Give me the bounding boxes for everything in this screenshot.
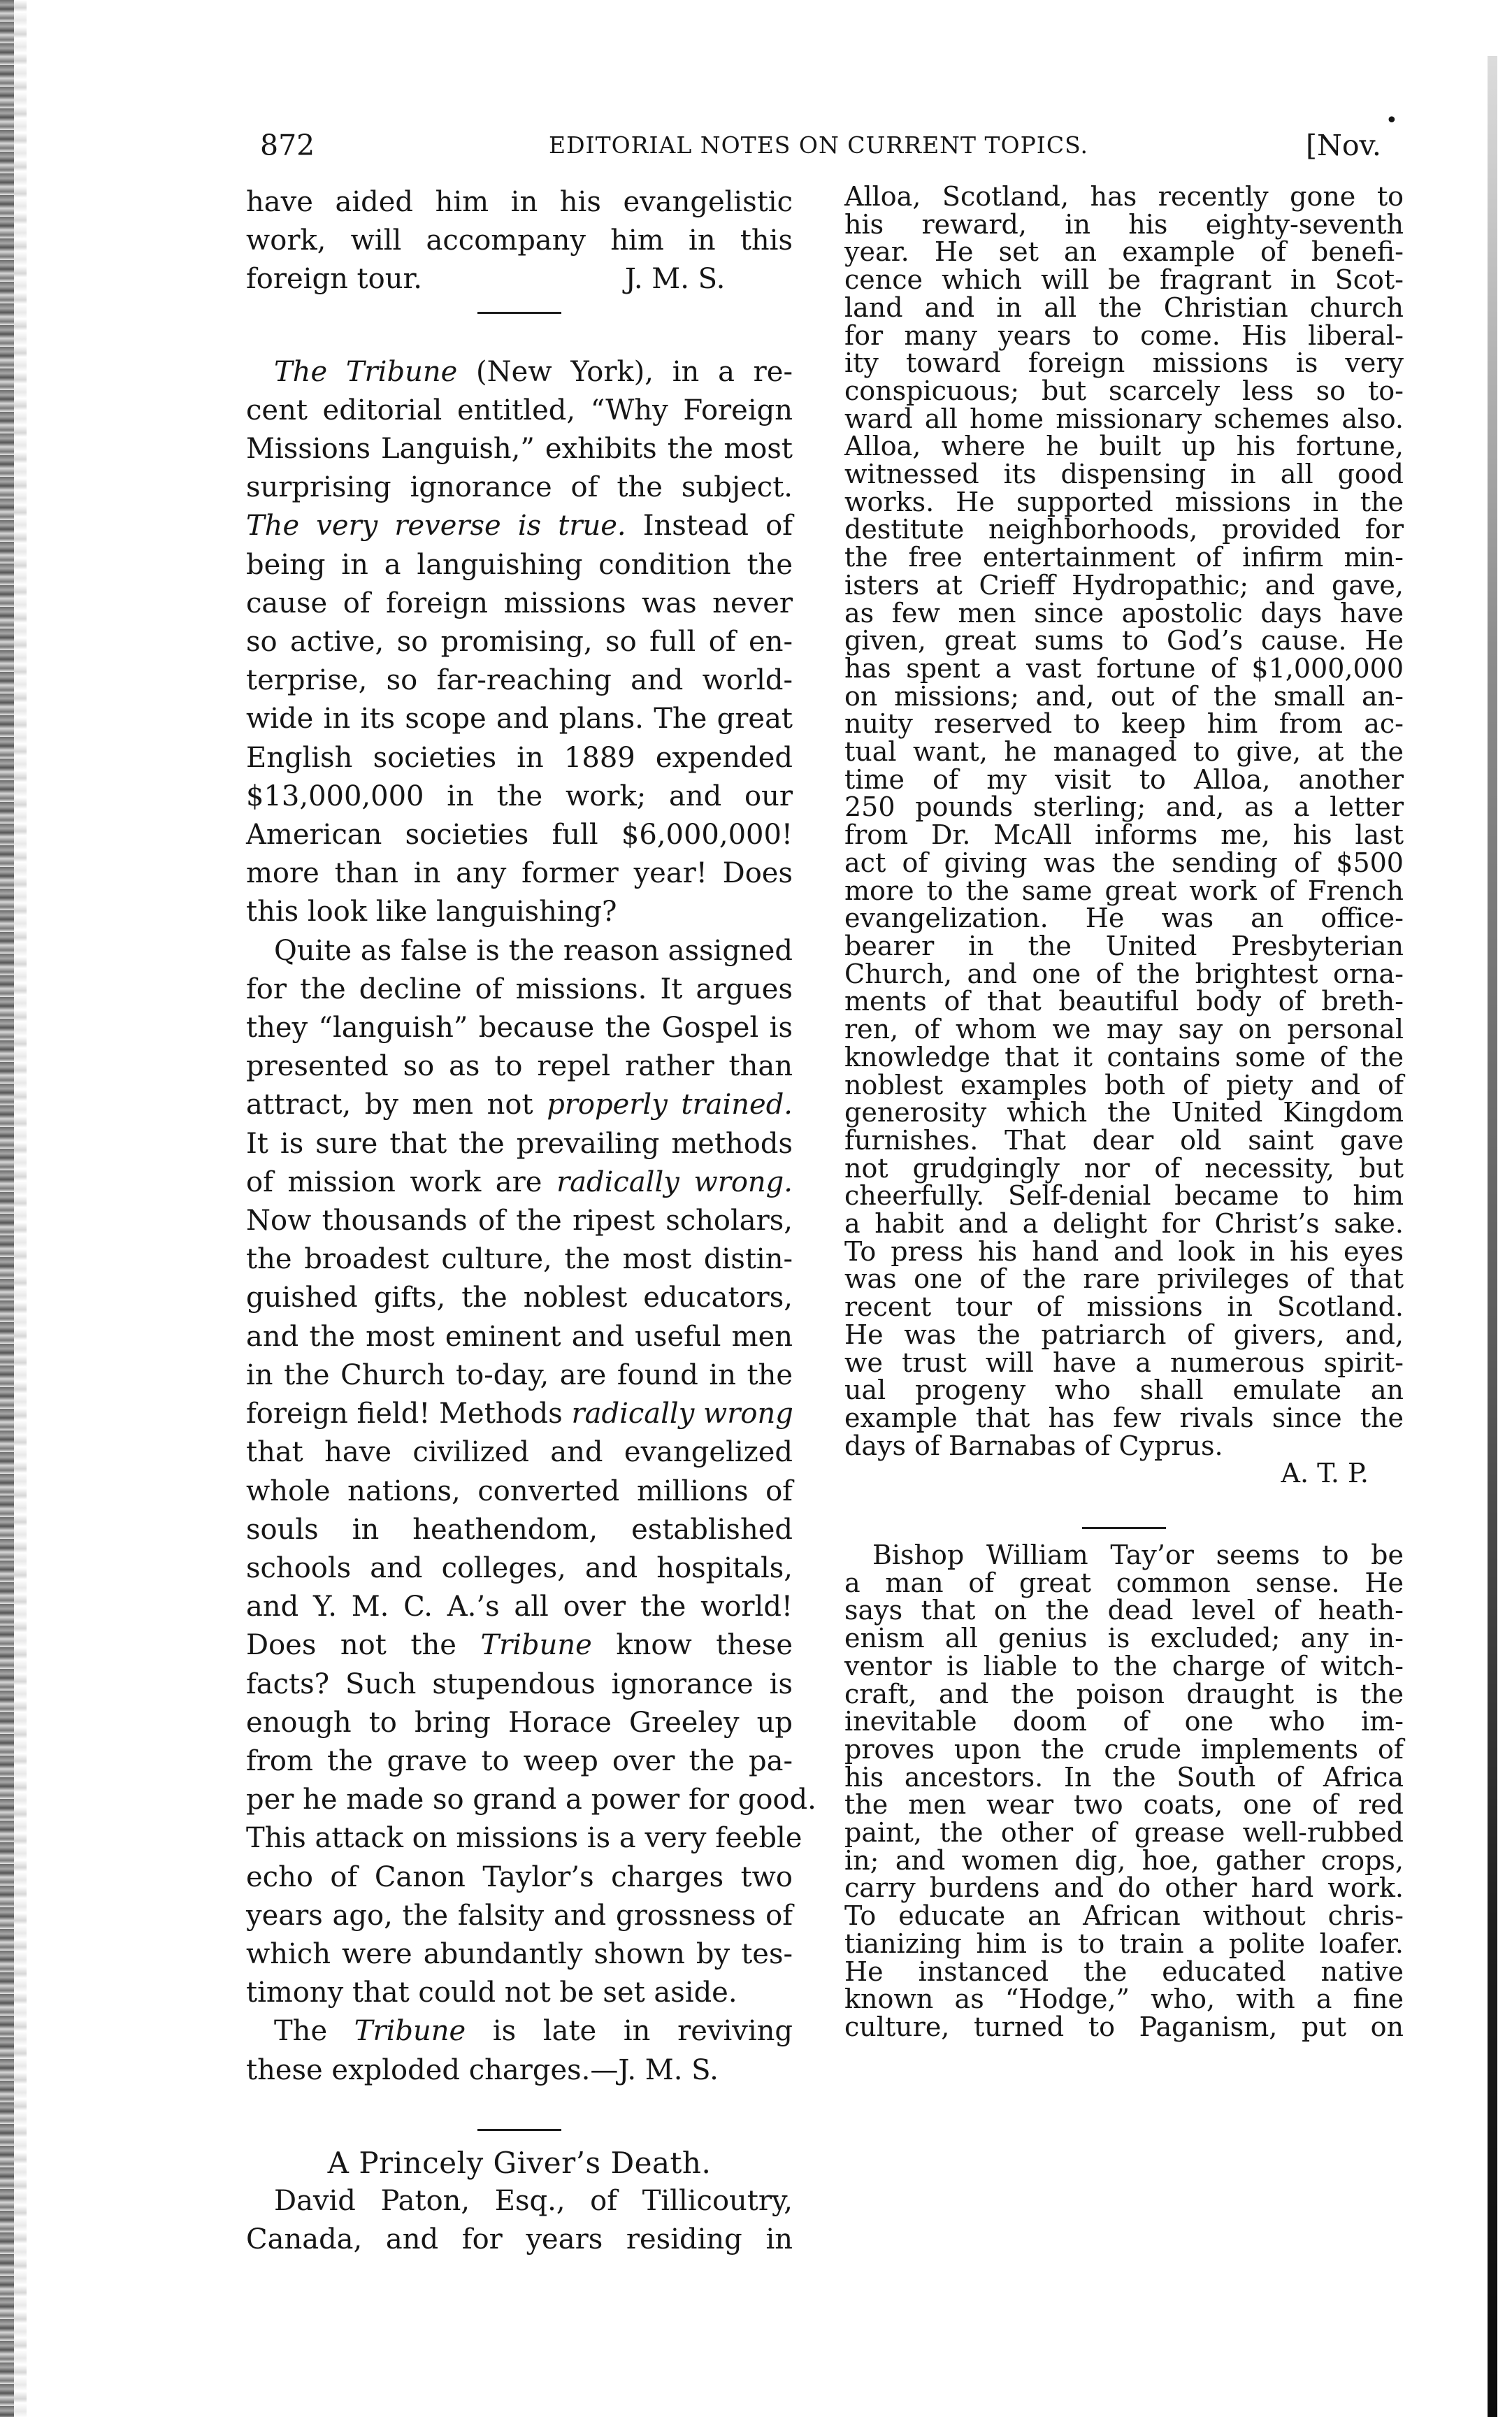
continuation-paragraph bbox=[246, 183, 793, 299]
text-line: ward all home missionary schemes also. bbox=[844, 403, 1404, 434]
taylor-article bbox=[844, 1542, 1404, 2042]
publication-name: Tribune bbox=[480, 1629, 592, 1662]
text-line: guished gifts, the noblest educators, bbox=[246, 1282, 793, 1314]
text-line: ments of that beautiful body of breth- bbox=[844, 986, 1404, 1017]
text-line: a habit and a delight for Christ’s sake. bbox=[844, 1208, 1404, 1240]
text-line: works. He supported missions in the bbox=[844, 486, 1404, 517]
page-number: 872 bbox=[260, 129, 315, 162]
text-line: as few men since apostolic days have bbox=[844, 597, 1404, 629]
text-line: in the Church to-day, are found in the bbox=[246, 1358, 793, 1391]
text-line: isters at Crieff Hydropathic; and gave, bbox=[844, 569, 1404, 601]
emphasis: radically wrong. bbox=[556, 1166, 793, 1198]
running-title: EDITORIAL NOTES ON CURRENT TOPICS. bbox=[549, 131, 1089, 159]
text-line: says that on the dead level of heath- bbox=[844, 1595, 1404, 1626]
tribune-article bbox=[246, 353, 816, 2090]
emphasis: properly trained. bbox=[547, 1089, 793, 1121]
text-line: bearer in the United Presbyterian bbox=[844, 930, 1404, 961]
text-line: so active, so promising, so full of en- bbox=[246, 626, 793, 659]
text-line: tual want, he managed to give, at the bbox=[844, 736, 1404, 768]
text-line: these exploded charges.—J. M. S. bbox=[246, 2053, 719, 2086]
emphasis: radically wrong bbox=[571, 1398, 793, 1430]
text-line: example that has few rivals since the bbox=[844, 1402, 1404, 1433]
text-line: facts? Such stupendous ignorance is bbox=[246, 1667, 793, 1700]
text-line: ual progeny who shall emulate an bbox=[844, 1375, 1404, 1406]
text-line: and Y. M. C. A.’s all over the world! bbox=[246, 1591, 793, 1623]
text-line: Does not the Tribune know these bbox=[246, 1629, 793, 1662]
text-line: whole nations, converted millions of bbox=[246, 1475, 793, 1507]
signature: A. T. P. bbox=[1281, 1458, 1369, 1489]
text-line: for the decline of missions. It argues bbox=[246, 973, 793, 1005]
text-line: To educate an African without chris- bbox=[844, 1900, 1404, 1932]
text-line: terprise, so far-reaching and world- bbox=[246, 664, 793, 697]
scan-speck: • bbox=[1385, 108, 1398, 133]
text-line: Bishop William Tay’or seems to be bbox=[872, 1540, 1404, 1571]
text-line: ity toward foreign missions is very bbox=[844, 347, 1404, 379]
text-line: more than in any former year! Does bbox=[246, 857, 793, 890]
text-line: for many years to come. His liberal- bbox=[844, 320, 1404, 351]
text-line: known as “Hodge,” who, with a fine bbox=[844, 1984, 1404, 2015]
text-line: craft, and the poison draught is the bbox=[844, 1678, 1404, 1709]
text-line: more to the same great work of French bbox=[844, 875, 1404, 906]
text-line: surprising ignorance of the subject. bbox=[246, 471, 793, 504]
text-line: American societies full $6,000,000! bbox=[246, 819, 793, 852]
text-line: in; and women dig, hoe, gather crops, bbox=[844, 1844, 1404, 1876]
text-line: that have civilized and evangelized bbox=[246, 1436, 793, 1469]
text-line: work, will accompany him in this bbox=[246, 224, 793, 257]
text-line: from the grave to weep over the pa- bbox=[246, 1744, 793, 1777]
text-line: generosity which the United Kingdom bbox=[844, 1097, 1404, 1128]
text-line: Canada, and for years residing in bbox=[246, 2223, 793, 2256]
text-line: time of my visit to Alloa, another bbox=[844, 763, 1404, 795]
text-line: years ago, the falsity and grossness of bbox=[246, 1899, 793, 1932]
text-line: this look like languishing? bbox=[246, 896, 617, 928]
text-line: from Dr. McAll informs me, his last bbox=[844, 819, 1404, 851]
text-line: noblest examples both of piety and of bbox=[844, 1069, 1404, 1100]
text-line: To press his hand and look in his eyes bbox=[844, 1235, 1404, 1267]
princely-giver-continued bbox=[844, 183, 1404, 1488]
text-line: culture, turned to Paganism, put on bbox=[844, 2011, 1404, 2042]
text-line-part: foreign tour. bbox=[246, 263, 422, 296]
text-line: cheerfully. Self-denial became to him bbox=[844, 1180, 1404, 1212]
text-line: act of giving was the sending of $500 bbox=[844, 847, 1404, 878]
signature: J. M. S. bbox=[624, 263, 726, 296]
text-line: paint, the other of grease well-rubbed bbox=[844, 1817, 1404, 1849]
text-line: enism all genius is excluded; any in- bbox=[844, 1623, 1404, 1654]
text-line: cause of foreign missions was never bbox=[246, 587, 793, 619]
text-line: we trust will have a numerous spirit- bbox=[844, 1347, 1404, 1378]
scan-edge-left-noise bbox=[14, 0, 27, 2417]
text-line: has spent a vast fortune of $1,000,000 bbox=[844, 652, 1404, 684]
text-line: destitute neighborhoods, provided for bbox=[844, 514, 1404, 545]
text-line: given, great sums to God’s cause. He bbox=[844, 625, 1404, 657]
text-line: evangelization. He was an office- bbox=[844, 903, 1404, 934]
text-line: on missions; and, out of the small an- bbox=[844, 680, 1404, 712]
text-line: $13,000,000 in the work; and our bbox=[246, 780, 793, 812]
text-line: This attack on missions is a very feeble bbox=[246, 1822, 802, 1855]
text-line: 250 pounds sterling; and, as a letter bbox=[844, 791, 1404, 823]
article-heading: A Princely Giver’s Death. bbox=[327, 2145, 712, 2180]
text-line bbox=[246, 260, 793, 299]
text-line: per he made so grand a power for good. bbox=[246, 1784, 816, 1816]
text-line: foreign field! Methods radically wrong bbox=[246, 1398, 793, 1430]
publication-name: Tribune bbox=[354, 2015, 466, 2048]
text-line: his reward, in his eighty-seventh bbox=[844, 208, 1404, 240]
text-line: they “languish” because the Gospel is bbox=[246, 1012, 793, 1045]
text-line: land and in all the Christian church bbox=[844, 292, 1404, 323]
text-line: presented so as to repel rather than bbox=[246, 1050, 793, 1083]
text-line: ren, of whom we may say on personal bbox=[844, 1014, 1404, 1045]
text-line: enough to bring Horace Greeley up bbox=[246, 1706, 793, 1739]
text-line: David Paton, Esq., of Tillicoutry, bbox=[274, 2184, 793, 2217]
text-line: inevitable doom of one who im- bbox=[844, 1706, 1404, 1737]
text-line: cence which will be fragrant in Scot- bbox=[844, 264, 1404, 296]
text-line: The Tribune is late in reviving bbox=[274, 2015, 793, 2048]
text-line: Alloa, Scotland, has recently gone to bbox=[844, 181, 1404, 212]
text-line: Missions Languish,” exhibits the most bbox=[246, 433, 793, 466]
text-line: The very reverse is true. Instead of bbox=[246, 510, 793, 543]
text-line: being in a languishing condition the bbox=[246, 548, 793, 581]
text-line: which were abundantly shown by tes- bbox=[246, 1937, 793, 1970]
header-month: [Nov. bbox=[1306, 129, 1381, 162]
text-line: proves upon the crude implements of bbox=[844, 1733, 1404, 1765]
text-line: year. He set an example of benefi- bbox=[844, 236, 1404, 268]
text-line: Church, and one of the brightest orna- bbox=[844, 958, 1404, 989]
text-line: Quite as false is the reason assigned bbox=[274, 934, 793, 967]
text-line: He instanced the educated native bbox=[844, 1956, 1404, 1987]
princely-giver-article bbox=[246, 2144, 793, 2260]
text-line: the broadest culture, the most distin- bbox=[246, 1243, 793, 1276]
text-line: of mission work are radically wrong. bbox=[246, 1166, 793, 1198]
text-line: timony that could not be set aside. bbox=[246, 1977, 737, 2009]
text-line: The Tribune (New York), in a re- bbox=[274, 355, 793, 388]
text-line: the free entertainment of infirm min- bbox=[844, 542, 1404, 573]
text-line: He was the patriarch of givers, and, bbox=[844, 1319, 1404, 1350]
text-line: cent editorial entitled, “Why Foreign bbox=[246, 394, 793, 426]
right-column bbox=[844, 183, 1404, 2042]
text-line: attract, by men not properly trained. bbox=[246, 1089, 793, 1121]
text-line: the men wear two coats, one of red bbox=[844, 1789, 1404, 1821]
text-line: have aided him in his evangelistic bbox=[246, 186, 793, 218]
text-line: was one of the rare privileges of that bbox=[844, 1263, 1404, 1295]
text-line: knowledge that it contains some of the bbox=[844, 1041, 1404, 1073]
text-line: conspicuous; but scarcely less so to- bbox=[844, 375, 1404, 406]
text-line: a man of great common sense. He bbox=[844, 1567, 1404, 1598]
text-line: schools and colleges, and hospitals, bbox=[246, 1551, 793, 1584]
text-line: not grudgingly nor of necessity, but bbox=[844, 1152, 1404, 1184]
text-line: tianizing him is to train a polite loafer. bbox=[844, 1928, 1404, 1959]
text-line: It is sure that the prevailing methods bbox=[246, 1127, 793, 1160]
text-line: echo of Canon Taylor’s charges two bbox=[246, 1860, 793, 1893]
text-line: Alloa, where he built up his fortune, bbox=[844, 431, 1404, 462]
text-line: recent tour of missions in Scotland. bbox=[844, 1291, 1404, 1323]
text-line: witnessed its dispensing in all good bbox=[844, 459, 1404, 490]
scan-edge-left bbox=[0, 0, 14, 2417]
text-line: nuity reserved to keep him from ac- bbox=[844, 708, 1404, 740]
left-column bbox=[246, 183, 816, 2259]
text-line: and the most eminent and useful men bbox=[246, 1320, 793, 1353]
text-line: souls in heathendom, established bbox=[246, 1513, 793, 1546]
publication-name: The Tribune bbox=[274, 355, 458, 388]
text-line: furnishes. That dear old saint gave bbox=[844, 1124, 1404, 1156]
scan-edge-right bbox=[1488, 56, 1497, 2417]
text-line: wide in its scope and plans. The great bbox=[246, 703, 793, 736]
text-line: carry burdens and do other hard work. bbox=[844, 1872, 1404, 1904]
text-line: Now thousands of the ripest scholars, bbox=[246, 1205, 793, 1238]
emphasis: The very reverse is true. bbox=[246, 510, 626, 543]
text-line: English societies in 1889 expended bbox=[246, 741, 793, 774]
text-line: ventor is liable to the charge of witch- bbox=[844, 1650, 1404, 1681]
text-line: his ancestors. In the South of Africa bbox=[844, 1761, 1404, 1793]
text-line: days of Barnabas of Cyprus. bbox=[844, 1430, 1223, 1461]
